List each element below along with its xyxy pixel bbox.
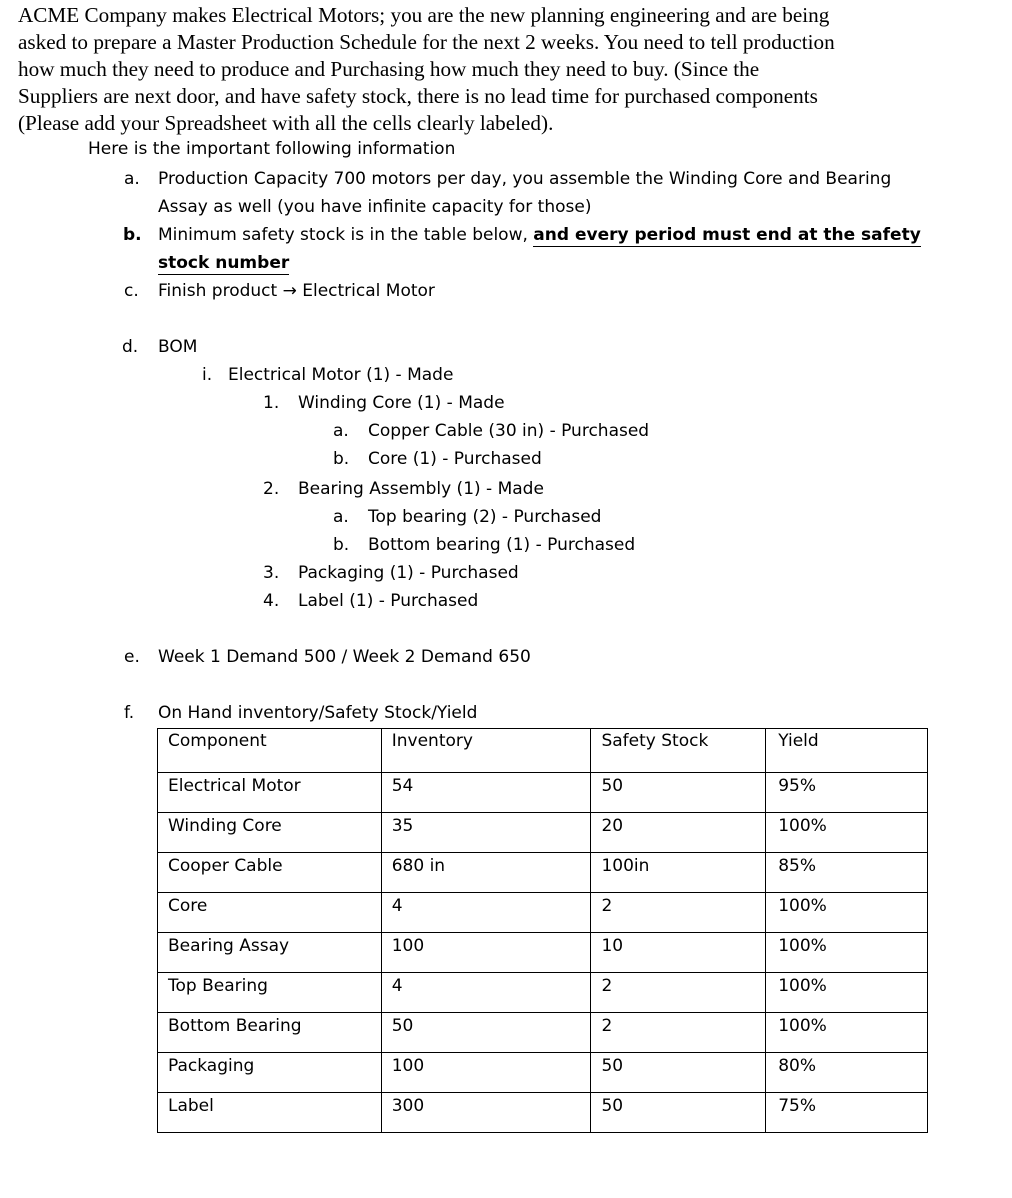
cell-component: Cooper Cable: [158, 853, 382, 893]
bom-n2b: Bottom bearing (1) - Purchased: [368, 535, 636, 555]
bom-root-marker: i.: [202, 365, 213, 385]
cell-yield: 95%: [766, 773, 928, 813]
table-row: [158, 1053, 928, 1093]
header-safety-stock: Safety Stock: [591, 729, 766, 773]
inventory-table: [157, 728, 928, 1133]
cell-yield: 100%: [766, 973, 928, 1013]
item-b-text-2: [158, 253, 289, 273]
intro-line: asked to prepare a Master Production Schedule for the next 2 weeks. You need to tell production: [18, 30, 835, 54]
cell-yield: 80%: [766, 1053, 928, 1093]
cell-inventory: 4: [381, 893, 591, 933]
cell-yield: 100%: [766, 1013, 928, 1053]
cell-safety-stock: 50: [591, 773, 766, 813]
cell-safety-stock: 50: [591, 1093, 766, 1133]
item-a-marker: a.: [124, 169, 140, 189]
table-row: [158, 973, 928, 1013]
item-e-text: Week 1 Demand 500 / Week 2 Demand 650: [158, 647, 531, 667]
intro-line: ACME Company makes Electrical Motors; you are the new planning engineering and are being: [18, 3, 830, 27]
header-yield: Yield: [766, 729, 928, 773]
cell-component: Bottom Bearing: [158, 1013, 382, 1053]
bom-n1-marker: 1.: [263, 393, 280, 413]
item-e-marker: e.: [124, 647, 140, 667]
bom-n3-marker: 3.: [263, 563, 280, 583]
intro-line: how much they need to produce and Purchasing how much they need to buy. (Since the: [18, 57, 760, 81]
bom-n4: Label (1) - Purchased: [298, 591, 479, 611]
cell-inventory: 680 in: [381, 853, 591, 893]
item-b-text: [158, 225, 921, 245]
item-f-marker: f.: [124, 703, 135, 723]
bom-n1b-marker: b.: [333, 449, 350, 469]
table-row: [158, 1013, 928, 1053]
cell-yield: 100%: [766, 813, 928, 853]
cell-safety-stock: 10: [591, 933, 766, 973]
intro-line: Suppliers are next door, and have safety stock, there is no lead time for purchased components: [18, 84, 818, 108]
bom-n1b: Core (1) - Purchased: [368, 449, 542, 469]
bom-n3: Packaging (1) - Purchased: [298, 563, 519, 583]
table-row: [158, 853, 928, 893]
cell-component: Packaging: [158, 1053, 382, 1093]
cell-inventory: 100: [381, 933, 591, 973]
cell-inventory: 300: [381, 1093, 591, 1133]
cell-yield: 75%: [766, 1093, 928, 1133]
item-f-text: On Hand inventory/Safety Stock/Yield: [158, 703, 478, 723]
intro-line: (Please add your Spreadsheet with all the cells clearly labeled).: [18, 111, 554, 135]
item-b-bold-1: and every period must end at the safety: [533, 225, 921, 245]
item-c-marker: c.: [124, 281, 139, 301]
table-row: [158, 813, 928, 853]
item-d-text: BOM: [158, 337, 198, 357]
item-a-line1: Production Capacity 700 motors per day, you assemble the Winding Core and Bearing: [158, 169, 892, 189]
bom-n1: Winding Core (1) - Made: [298, 393, 505, 413]
cell-safety-stock: 20: [591, 813, 766, 853]
header-inventory: Inventory: [381, 729, 591, 773]
bom-n2-marker: 2.: [263, 479, 280, 499]
item-d-marker: d.: [122, 337, 139, 357]
cell-inventory: 100: [381, 1053, 591, 1093]
cell-component: Bearing Assay: [158, 933, 382, 973]
bom-n1a-marker: a.: [333, 421, 349, 441]
table-header-row: [158, 729, 928, 773]
cell-safety-stock: 2: [591, 1013, 766, 1053]
cell-component: Label: [158, 1093, 382, 1133]
cell-component: Core: [158, 893, 382, 933]
bom-n2a: Top bearing (2) - Purchased: [368, 507, 602, 527]
cell-component: Top Bearing: [158, 973, 382, 1013]
cell-inventory: 4: [381, 973, 591, 1013]
table-row: [158, 1093, 928, 1133]
item-a-line2: Assay as well (you have infinite capacity for those): [158, 197, 592, 217]
cell-safety-stock: 2: [591, 893, 766, 933]
bom-n4-marker: 4.: [263, 591, 280, 611]
item-b-plain: Minimum safety stock is in the table below,: [158, 225, 534, 245]
table-row: [158, 893, 928, 933]
bom-n1a: Copper Cable (30 in) - Purchased: [368, 421, 650, 441]
table-row: [158, 773, 928, 813]
cell-yield: 85%: [766, 853, 928, 893]
cell-yield: 100%: [766, 933, 928, 973]
cell-yield: 100%: [766, 893, 928, 933]
info-heading: Here is the important following information: [88, 139, 456, 159]
cell-inventory: 50: [381, 1013, 591, 1053]
cell-component: Winding Core: [158, 813, 382, 853]
cell-inventory: 35: [381, 813, 591, 853]
bom-root: Electrical Motor (1) - Made: [228, 365, 454, 385]
intro-paragraph: [18, 2, 998, 137]
item-b-marker: b.: [123, 225, 142, 245]
bom-n2: Bearing Assembly (1) - Made: [298, 479, 544, 499]
bom-n2a-marker: a.: [333, 507, 349, 527]
item-b-bold-2: stock number: [158, 253, 290, 273]
bom-n2b-marker: b.: [333, 535, 350, 555]
cell-inventory: 54: [381, 773, 591, 813]
table-row: [158, 933, 928, 973]
cell-safety-stock: 50: [591, 1053, 766, 1093]
header-component: Component: [158, 729, 382, 773]
cell-safety-stock: 100in: [591, 853, 766, 893]
cell-safety-stock: 2: [591, 973, 766, 1013]
cell-component: Electrical Motor: [158, 773, 382, 813]
item-c-text: Finish product → Electrical Motor: [158, 281, 435, 301]
